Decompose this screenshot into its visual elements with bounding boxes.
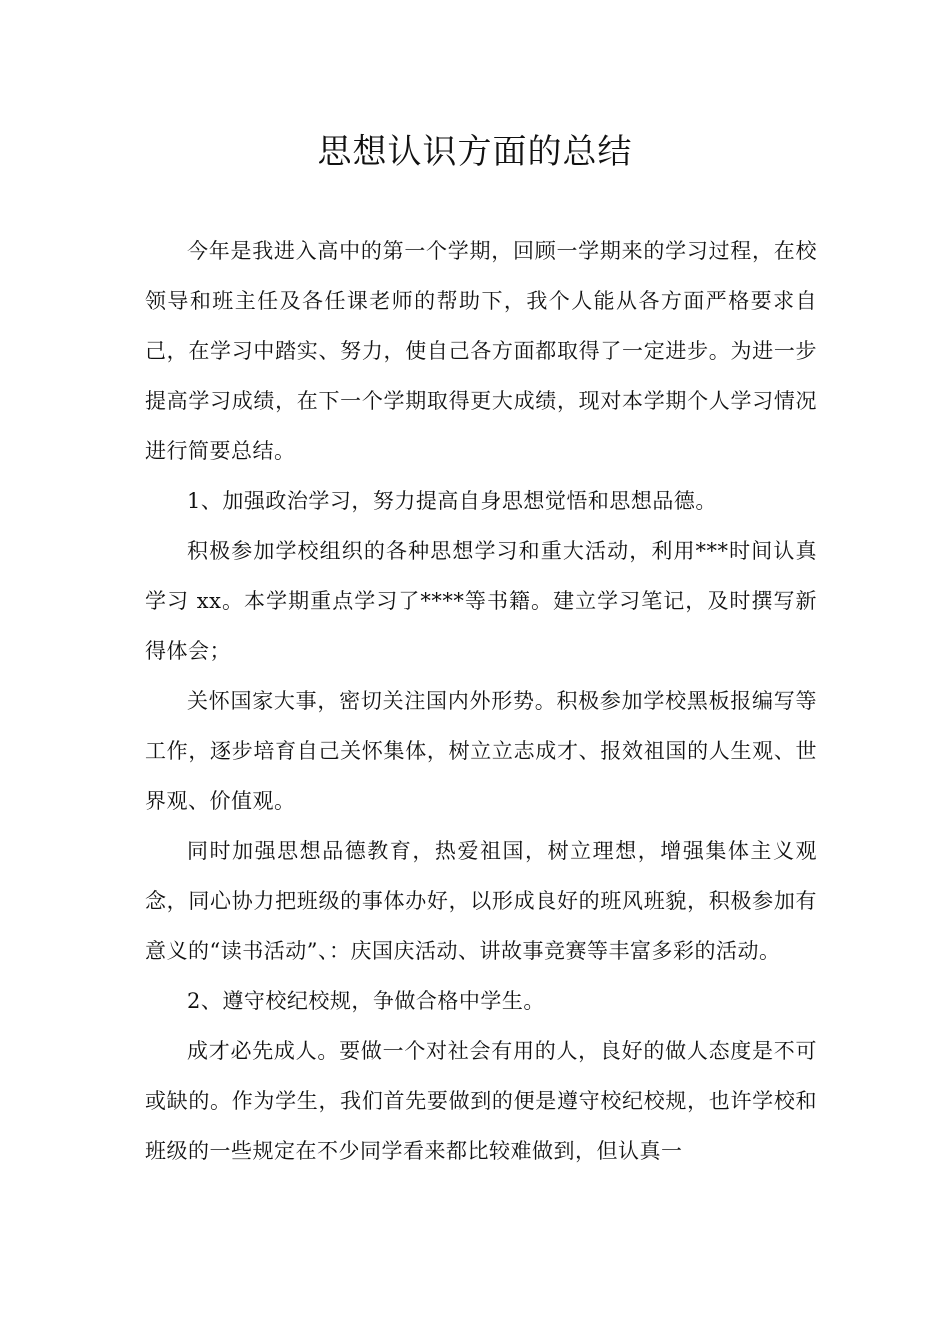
paragraph-study-activities: 积极参加学校组织的各种思想学习和重大活动，利用***时间认真学习 xx。本学期重点学习了****等书籍。建立学习笔记，及时撰写新得体会； bbox=[145, 539, 817, 663]
document-title: 思想认识方面的总结 bbox=[317, 132, 633, 172]
paragraph-intro: 今年是我进入高中的第一个学期，回顾一学期来的学习过程，在校领导和班主任及各任课老师的帮助下，我个人能从各方面严格要求自己，在学习中踏实、努力，使自己各方面都取得了一定进步。为进一步提高学习成绩，在下一个学期取得更大成绩，现对本学期个人学习情况进行简要总结。 bbox=[145, 239, 817, 463]
paragraph-moral-education: 同时加强思想品德教育，热爱祖国，树立理想，增强集体主义观念，同心协力把班级的事体办好，以形成良好的班风班貌，积极参加有意义的“读书活动”、：庆国庆活动、讲故事竞赛等丰富多彩的活动。 bbox=[145, 839, 817, 963]
document-body bbox=[145, 226, 817, 1176]
heading-political-study: 1、加强政治学习，努力提高自身思想觉悟和思想品德。 bbox=[187, 489, 717, 513]
paragraph-become-person: 成才必先成人。要做一个对社会有用的人，良好的做人态度是不可或缺的。作为学生，我们首先要做到的便是遵守校纪校规，也许学校和班级的一些规定在不少同学看来都比较难做到，但认真一 bbox=[145, 1039, 817, 1163]
heading-school-rules: 2、遵守校纪校规，争做合格中学生。 bbox=[187, 989, 545, 1013]
paragraph-national-affairs: 关怀国家大事，密切关注国内外形势。积极参加学校黑板报编写等工作，逐步培育自己关怀集体，树立立志成才、报效祖国的人生观、世界观、价值观。 bbox=[145, 689, 817, 813]
